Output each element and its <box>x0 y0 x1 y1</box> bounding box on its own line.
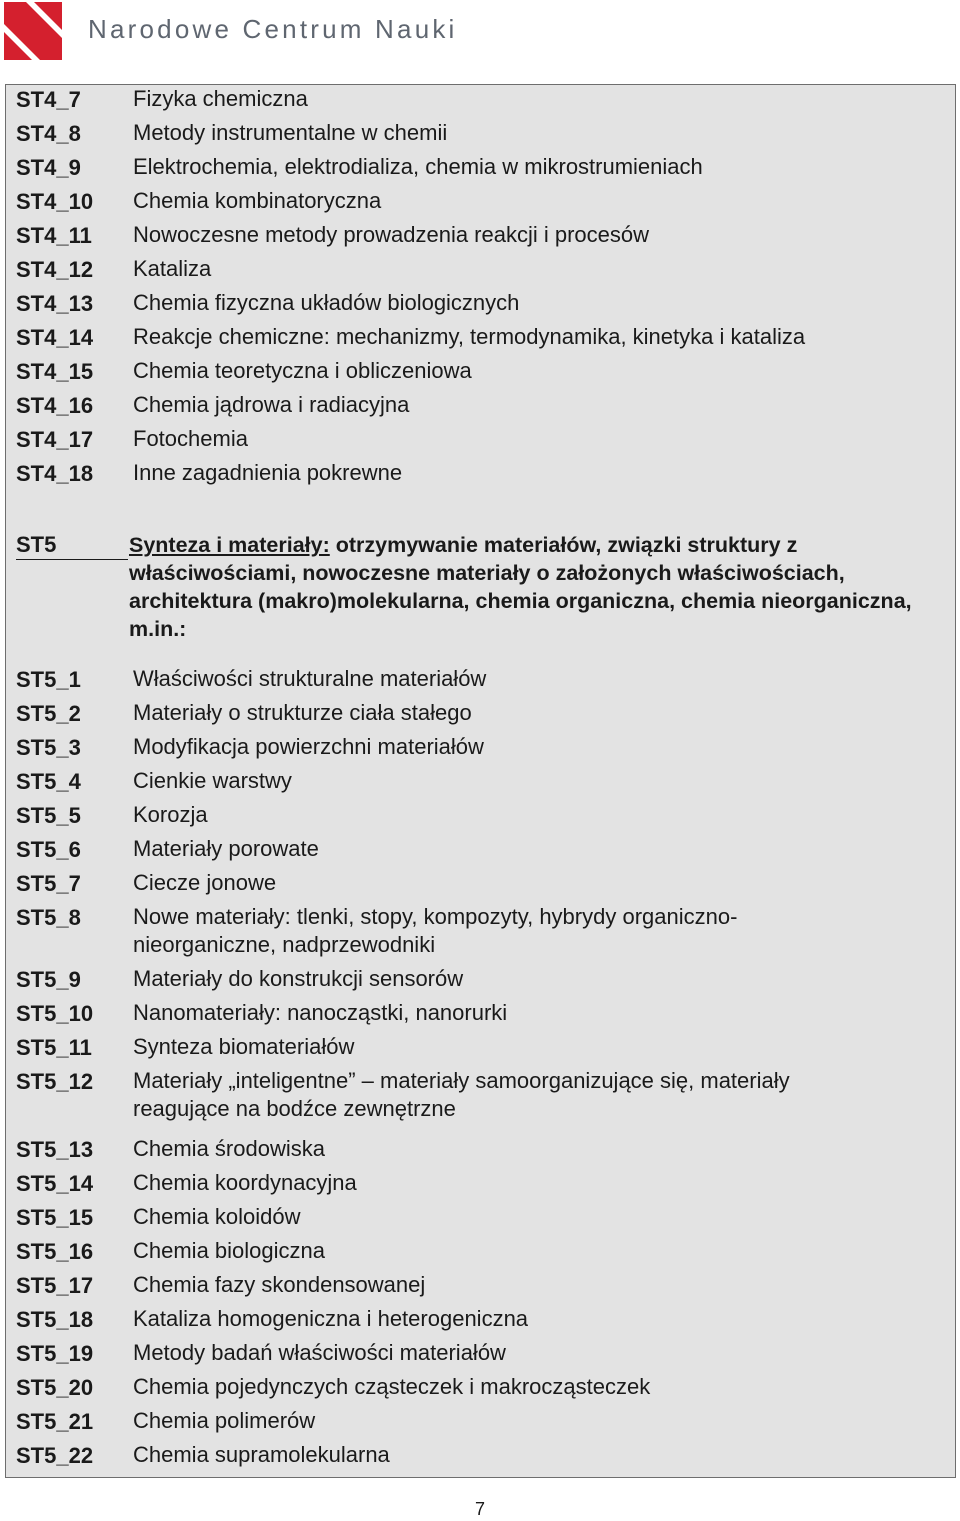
item-code: ST4_9 <box>16 155 81 180</box>
item-code: ST5_21 <box>16 1409 94 1434</box>
item-label: Metody instrumentalne w chemii <box>133 120 448 145</box>
list-item <box>6 119 957 153</box>
item-label: Materiały o strukturze ciała stałego <box>133 700 472 725</box>
item-label: Nowoczesne metody prowadzenia reakcji i procesów <box>133 222 650 247</box>
item-code: ST5_19 <box>16 1341 94 1366</box>
item-label: Chemia kombinatoryczna <box>133 188 382 213</box>
item-code: ST4_15 <box>16 359 94 384</box>
organization-name: Narodowe Centrum Nauki <box>88 14 458 44</box>
item-code: ST4_8 <box>16 121 81 146</box>
section-title-rest: otrzymywanie materiałów, związki struktury z właściwościami, nowoczesne materiały o założonych właściwościach, architektura (makro)molekularna, chemia organiczna, chemia nieorganiczna, m.in.: <box>129 533 912 641</box>
item-code: ST5_17 <box>16 1273 94 1298</box>
item-label: Materiały porowate <box>133 836 319 861</box>
list-item <box>6 733 957 767</box>
item-code: ST5_11 <box>16 1035 92 1060</box>
page-header <box>0 0 960 64</box>
list-item <box>6 767 957 801</box>
item-code: ST4_16 <box>16 393 94 418</box>
item-label: Nowe materiały: tlenki, stopy, kompozyty, hybrydy organiczno-nieorganiczne, nadprzewodniki <box>133 904 738 957</box>
ncn-logo-icon <box>4 2 62 60</box>
item-code: ST5_2 <box>16 701 81 726</box>
item-label: Elektrochemia, elektrodializa, chemia w mikrostrumieniach <box>133 154 703 179</box>
item-code: ST5_18 <box>16 1307 94 1332</box>
list-item <box>6 1373 957 1407</box>
list-item <box>6 459 957 493</box>
item-code: ST4_14 <box>16 325 94 350</box>
list-item <box>6 699 957 733</box>
item-code: ST4_11 <box>16 223 92 248</box>
item-label: Inne zagadnienia pokrewne <box>133 460 403 485</box>
item-label: Nanomateriały: nanocząstki, nanorurki <box>133 1000 508 1025</box>
item-label: Chemia pojedynczych cząsteczek i makrocząsteczek <box>133 1374 651 1399</box>
item-code: ST4_10 <box>16 189 94 214</box>
list-item <box>6 869 957 903</box>
item-label: Ciecze jonowe <box>133 870 277 895</box>
item-label: Fizyka chemiczna <box>133 86 308 111</box>
list-item <box>6 153 957 187</box>
item-label: Reakcje chemiczne: mechanizmy, termodynamika, kinetyka i kataliza <box>133 324 806 349</box>
item-label: Materiały do konstrukcji sensorów <box>133 966 464 991</box>
item-label: Chemia teoretyczna i obliczeniowa <box>133 358 472 383</box>
item-label: Chemia koordynacyjna <box>133 1170 357 1195</box>
item-code: ST4_17 <box>16 427 94 452</box>
item-code: ST5_5 <box>16 803 81 828</box>
item-code: ST5_6 <box>16 837 81 862</box>
list-item <box>6 1135 957 1169</box>
list-item <box>6 425 957 459</box>
list-item <box>6 187 957 221</box>
item-label: Chemia środowiska <box>133 1136 325 1161</box>
item-code: ST5_13 <box>16 1137 94 1162</box>
list-item <box>6 1169 957 1203</box>
item-code: ST5_3 <box>16 735 81 760</box>
item-label: Chemia supramolekularna <box>133 1442 390 1467</box>
item-label: Synteza biomateriałów <box>133 1034 355 1059</box>
list-item <box>6 1271 957 1305</box>
section-title <box>129 531 944 643</box>
item-label: Chemia koloidów <box>133 1204 301 1229</box>
item-code: ST5_12 <box>16 1069 94 1094</box>
item-label: Kataliza homogeniczna i heterogeniczna <box>133 1306 529 1331</box>
item-code: ST5_15 <box>16 1205 94 1230</box>
item-code: ST5_16 <box>16 1239 94 1264</box>
item-label: Cienkie warstwy <box>133 768 292 793</box>
list-item <box>6 1441 957 1475</box>
list-item <box>6 665 957 699</box>
item-code: ST5_14 <box>16 1171 94 1196</box>
item-code: ST5_7 <box>16 871 81 896</box>
list-item <box>6 1339 957 1373</box>
list-item <box>6 1033 957 1067</box>
item-code: ST5_22 <box>16 1443 94 1468</box>
item-label: Właściwości strukturalne materiałów <box>133 666 487 691</box>
list-item <box>6 85 957 119</box>
item-label: Modyfikacja powierzchni materiałów <box>133 734 484 759</box>
item-label: Chemia polimerów <box>133 1408 316 1433</box>
item-code: ST4_18 <box>16 461 94 486</box>
list-item <box>6 255 957 289</box>
list-item <box>6 999 957 1033</box>
item-code: ST4_7 <box>16 87 81 112</box>
item-label: Materiały „inteligentne” – materiały samoorganizujące się, materiały reagujące na bodźce zewnętrzne <box>133 1068 790 1121</box>
item-code: ST4_12 <box>16 257 94 282</box>
item-label: Chemia fazy skondensowanej <box>133 1272 426 1297</box>
list-item <box>6 289 957 323</box>
list-item <box>6 1305 957 1339</box>
item-code: ST5_9 <box>16 967 81 992</box>
item-label: Kataliza <box>133 256 212 281</box>
discipline-panel <box>5 84 956 1478</box>
list-item <box>6 1203 957 1237</box>
item-label: Chemia fizyczna układów biologicznych <box>133 290 520 315</box>
section-title-underlined: Synteza i materiały: <box>129 533 330 557</box>
item-code: ST4_13 <box>16 291 94 316</box>
item-label: Metody badań właściwości materiałów <box>133 1340 506 1365</box>
list-item <box>6 835 957 869</box>
item-label: Chemia biologiczna <box>133 1238 325 1263</box>
list-item <box>6 357 957 391</box>
section-code: ST5 <box>16 531 128 560</box>
list-item <box>6 965 957 999</box>
page-number: 7 <box>474 1499 485 1519</box>
item-label: Korozja <box>133 802 208 827</box>
list-item <box>6 1067 957 1127</box>
item-label: Chemia jądrowa i radiacyjna <box>133 392 410 417</box>
item-code: ST5_1 <box>16 667 81 692</box>
list-item <box>6 221 957 255</box>
list-item <box>6 323 957 357</box>
item-code: ST5_8 <box>16 905 81 930</box>
list-item <box>6 903 957 963</box>
list-item <box>6 1407 957 1441</box>
list-item <box>6 801 957 835</box>
item-code: ST5_10 <box>16 1001 94 1026</box>
list-item <box>6 391 957 425</box>
item-code: ST5_4 <box>16 769 81 794</box>
item-code: ST5_20 <box>16 1375 94 1400</box>
item-label: Fotochemia <box>133 426 248 451</box>
list-item <box>6 1237 957 1271</box>
